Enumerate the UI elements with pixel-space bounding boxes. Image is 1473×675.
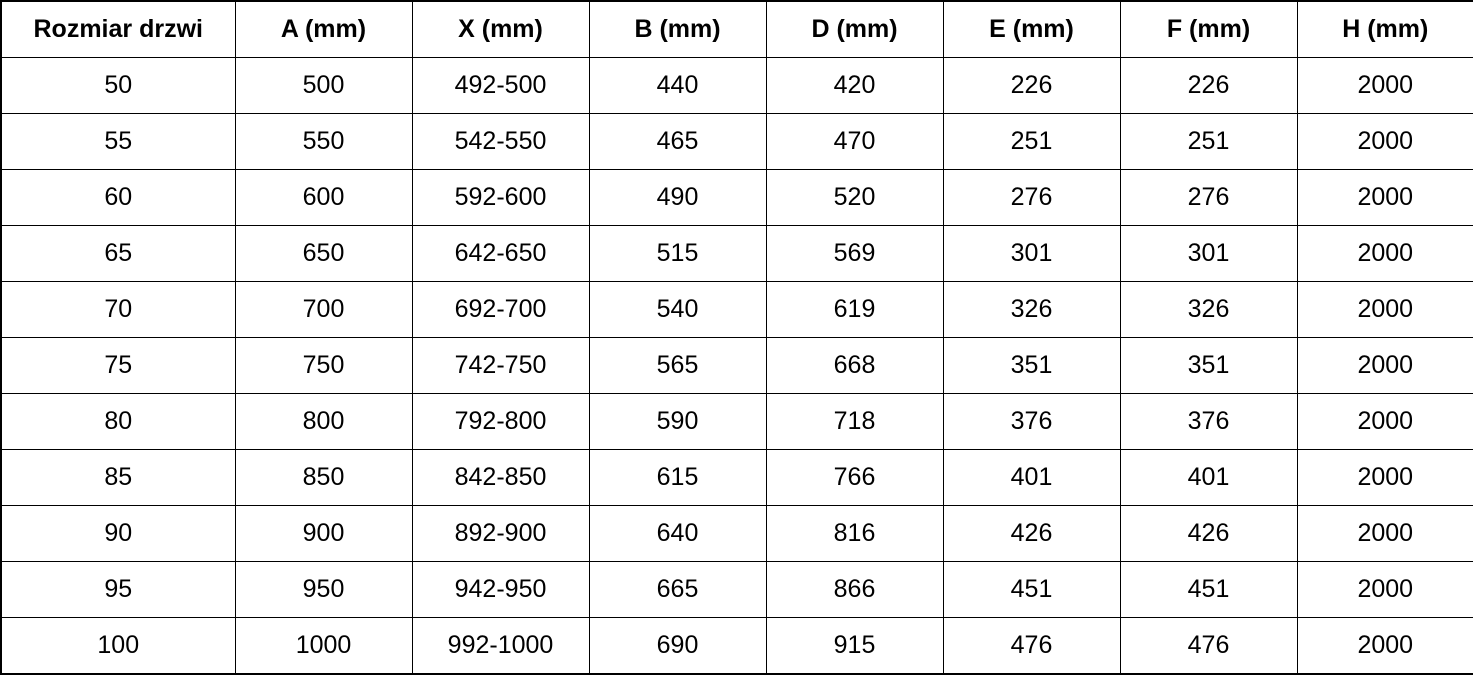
table-cell: 226 bbox=[943, 58, 1120, 114]
table-cell: 376 bbox=[1120, 394, 1297, 450]
table-cell: 816 bbox=[766, 506, 943, 562]
table-cell: 515 bbox=[589, 226, 766, 282]
table-cell: 2000 bbox=[1297, 226, 1473, 282]
table-cell: 465 bbox=[589, 114, 766, 170]
table-cell: 95 bbox=[1, 562, 235, 618]
table-cell: 842-850 bbox=[412, 450, 589, 506]
column-header: X (mm) bbox=[412, 1, 589, 58]
table-cell: 2000 bbox=[1297, 338, 1473, 394]
table-cell: 2000 bbox=[1297, 170, 1473, 226]
table-row bbox=[1, 58, 1473, 114]
table-cell: 915 bbox=[766, 618, 943, 675]
table-row bbox=[1, 562, 1473, 618]
table-cell: 900 bbox=[235, 506, 412, 562]
table-row bbox=[1, 114, 1473, 170]
table-cell: 470 bbox=[766, 114, 943, 170]
table-row bbox=[1, 170, 1473, 226]
table-cell: 351 bbox=[1120, 338, 1297, 394]
table-cell: 301 bbox=[943, 226, 1120, 282]
table-cell: 650 bbox=[235, 226, 412, 282]
column-header: D (mm) bbox=[766, 1, 943, 58]
table-row bbox=[1, 394, 1473, 450]
table-cell: 600 bbox=[235, 170, 412, 226]
table-row bbox=[1, 506, 1473, 562]
column-header: E (mm) bbox=[943, 1, 1120, 58]
table-cell: 942-950 bbox=[412, 562, 589, 618]
table-cell: 718 bbox=[766, 394, 943, 450]
table-cell: 665 bbox=[589, 562, 766, 618]
table-cell: 550 bbox=[235, 114, 412, 170]
table-row bbox=[1, 338, 1473, 394]
table-cell: 2000 bbox=[1297, 618, 1473, 675]
table-row bbox=[1, 618, 1473, 675]
table-cell: 401 bbox=[1120, 450, 1297, 506]
table-row bbox=[1, 282, 1473, 338]
table-cell: 301 bbox=[1120, 226, 1297, 282]
table-cell: 451 bbox=[943, 562, 1120, 618]
table-cell: 500 bbox=[235, 58, 412, 114]
table-cell: 615 bbox=[589, 450, 766, 506]
table-cell: 50 bbox=[1, 58, 235, 114]
table-cell: 85 bbox=[1, 450, 235, 506]
table-cell: 492-500 bbox=[412, 58, 589, 114]
table-cell: 2000 bbox=[1297, 282, 1473, 338]
table-body bbox=[1, 58, 1473, 675]
table-cell: 226 bbox=[1120, 58, 1297, 114]
table-cell: 326 bbox=[943, 282, 1120, 338]
table-cell: 800 bbox=[235, 394, 412, 450]
table-cell: 750 bbox=[235, 338, 412, 394]
table-cell: 992-1000 bbox=[412, 618, 589, 675]
table-cell: 766 bbox=[766, 450, 943, 506]
table-cell: 642-650 bbox=[412, 226, 589, 282]
table-cell: 80 bbox=[1, 394, 235, 450]
table-cell: 55 bbox=[1, 114, 235, 170]
table-cell: 2000 bbox=[1297, 58, 1473, 114]
table-cell: 75 bbox=[1, 338, 235, 394]
table-cell: 792-800 bbox=[412, 394, 589, 450]
column-header: Rozmiar drzwi bbox=[1, 1, 235, 58]
table-cell: 590 bbox=[589, 394, 766, 450]
table-cell: 65 bbox=[1, 226, 235, 282]
table-cell: 490 bbox=[589, 170, 766, 226]
table-cell: 451 bbox=[1120, 562, 1297, 618]
table-cell: 866 bbox=[766, 562, 943, 618]
table-cell: 540 bbox=[589, 282, 766, 338]
table-cell: 251 bbox=[943, 114, 1120, 170]
table-cell: 376 bbox=[943, 394, 1120, 450]
table-cell: 276 bbox=[1120, 170, 1297, 226]
table-cell: 326 bbox=[1120, 282, 1297, 338]
column-header: F (mm) bbox=[1120, 1, 1297, 58]
table-cell: 401 bbox=[943, 450, 1120, 506]
column-header: A (mm) bbox=[235, 1, 412, 58]
table-cell: 426 bbox=[1120, 506, 1297, 562]
table-header bbox=[1, 1, 1473, 58]
table-cell: 640 bbox=[589, 506, 766, 562]
table-cell: 569 bbox=[766, 226, 943, 282]
table-cell: 2000 bbox=[1297, 394, 1473, 450]
table-cell: 440 bbox=[589, 58, 766, 114]
table-cell: 692-700 bbox=[412, 282, 589, 338]
table-cell: 700 bbox=[235, 282, 412, 338]
table-cell: 892-900 bbox=[412, 506, 589, 562]
table-cell: 276 bbox=[943, 170, 1120, 226]
table-cell: 420 bbox=[766, 58, 943, 114]
table-cell: 60 bbox=[1, 170, 235, 226]
table-cell: 2000 bbox=[1297, 450, 1473, 506]
table-cell: 619 bbox=[766, 282, 943, 338]
table-cell: 2000 bbox=[1297, 562, 1473, 618]
header-row bbox=[1, 1, 1473, 58]
table-cell: 70 bbox=[1, 282, 235, 338]
table-cell: 565 bbox=[589, 338, 766, 394]
table-cell: 668 bbox=[766, 338, 943, 394]
table-cell: 476 bbox=[943, 618, 1120, 675]
table-cell: 2000 bbox=[1297, 114, 1473, 170]
table-cell: 850 bbox=[235, 450, 412, 506]
table-cell: 592-600 bbox=[412, 170, 589, 226]
table-cell: 426 bbox=[943, 506, 1120, 562]
table-cell: 476 bbox=[1120, 618, 1297, 675]
table-cell: 742-750 bbox=[412, 338, 589, 394]
column-header: B (mm) bbox=[589, 1, 766, 58]
table-cell: 1000 bbox=[235, 618, 412, 675]
table-cell: 542-550 bbox=[412, 114, 589, 170]
table-cell: 251 bbox=[1120, 114, 1297, 170]
table-cell: 100 bbox=[1, 618, 235, 675]
table-row bbox=[1, 226, 1473, 282]
table-cell: 90 bbox=[1, 506, 235, 562]
column-header: H (mm) bbox=[1297, 1, 1473, 58]
table-cell: 520 bbox=[766, 170, 943, 226]
table-cell: 2000 bbox=[1297, 506, 1473, 562]
table-cell: 690 bbox=[589, 618, 766, 675]
table-cell: 950 bbox=[235, 562, 412, 618]
table-cell: 351 bbox=[943, 338, 1120, 394]
table-row bbox=[1, 450, 1473, 506]
